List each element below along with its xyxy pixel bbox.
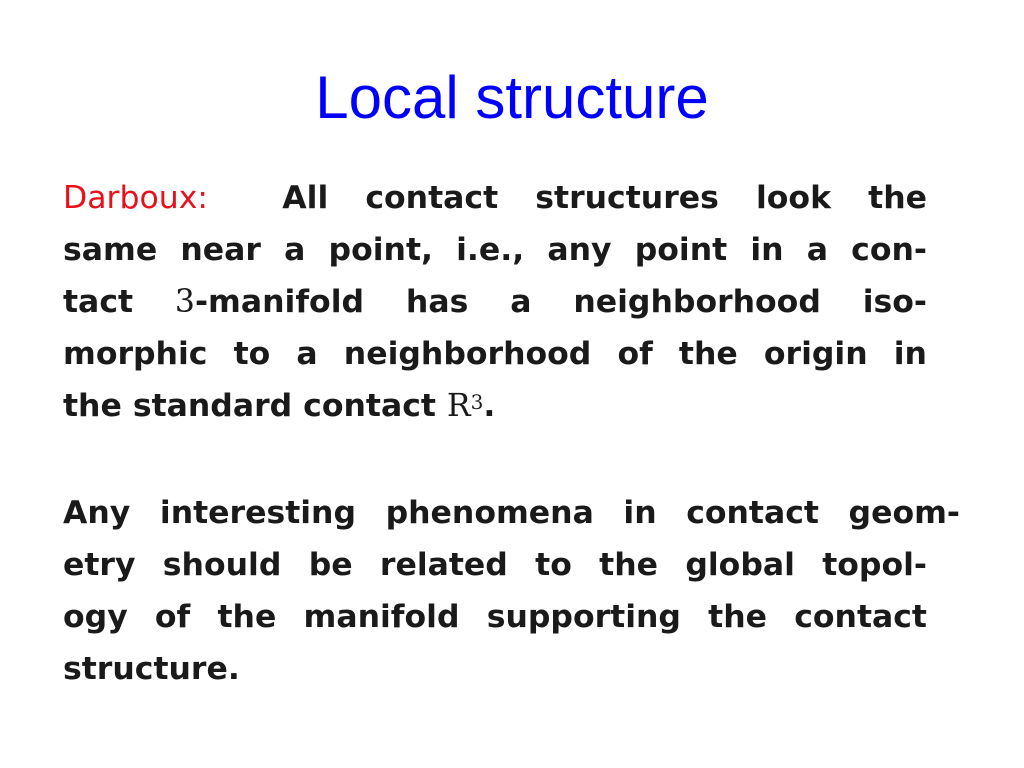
paragraph-line <box>63 178 927 218</box>
line-text: tact <box>63 284 134 320</box>
slide-title: Local structure <box>315 64 709 131</box>
paragraph-line: Any interesting phenomena in contact geom- <box>63 495 960 531</box>
paragraph-line: morphic to a neighborhood of the origin in <box>63 336 927 372</box>
math-symbol: $R^3$ <box>446 388 484 424</box>
math-number: 3-manifold has a neighborhood iso- <box>174 284 927 320</box>
paragraph-line <box>63 282 927 322</box>
line-text: All contact structures look the <box>282 180 927 216</box>
darboux-term: Darboux: <box>63 180 208 216</box>
paragraph-line <box>63 386 495 426</box>
line-text: the standard contact <box>63 388 436 424</box>
paragraph-line: structure. <box>63 651 240 687</box>
math-exponent: 3 <box>470 390 484 414</box>
paragraph-line: etry should be related to the global topol- <box>63 547 927 583</box>
paragraph-line: same near a point, i.e., any point in a con- <box>63 232 927 268</box>
paragraph-line: ogy of the manifold supporting the contact <box>63 599 927 635</box>
line-text: -manifold has a neighborhood iso- <box>194 284 927 320</box>
line-text: . <box>483 388 496 424</box>
